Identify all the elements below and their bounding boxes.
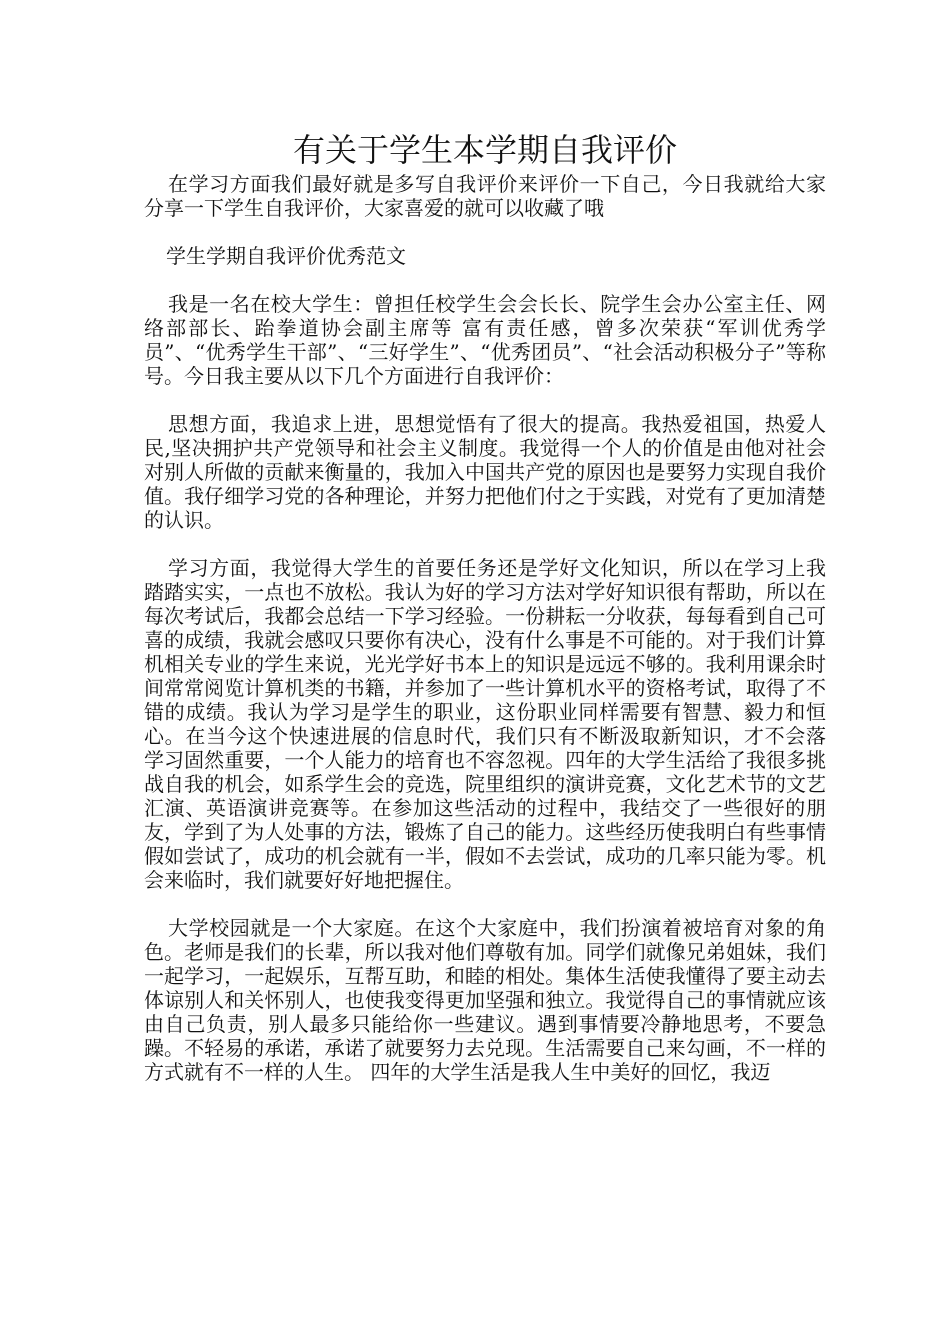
- paragraph-campus-life: 大学校园就是一个大家庭。在这个大家庭中，我们扮演着被培育对象的角色。老师是我们的长辈，所以我对他们尊敬有加。同学们就像兄弟姐妹，我们一起学习，一起娱乐，互帮互助，和睦的相处。集体生活使我懂得了要主动去体谅别人和关怀别人，也使我变得更加坚强和独立。我觉得自己的事情就应该由自己负责，别人最多只能给你一些建议。遇到事情要冷静地思考，不要急躁。不轻易的承诺，承诺了就要努力去兑现。生活需要自己来勾画，不一样的方式就有不一样的人生。 四年的大学生活是我人生中美好的回忆，我迈: [144, 916, 826, 1084]
- document-title: 有关于学生本学期自我评价: [292, 131, 677, 169]
- paragraph-ideology: 思想方面，我追求上进，思想觉悟有了很大的提高。我热爱祖国，热爱人民,坚决拥护共产党领导和社会主义制度。我觉得一个人的价值是由他对社会对别人所做的贡献来衡量的，我加入中国共产党的原因也是要努力实现自我价值。我仔细学习党的各种理论，并努力把他们付之于实践，对党有了更加清楚的认识。: [144, 412, 826, 532]
- paragraph-study: 学习方面，我觉得大学生的首要任务还是学好文化知识，所以在学习上我踏踏实实，一点也不放松。我认为好的学习方法对学好知识很有帮助，所以在每次考试后，我都会总结一下学习经验。一份耕耘一分收获，每每看到自己可喜的成绩，我就会感叹只要你有决心，没有什么事是不可能的。对于我们计算机相关专业的学生来说，光光学好书本上的知识是远远不够的。我利用课余时间常常阅览计算机类的书籍，并参加了一些计算机水平的资格考试，取得了不错的成绩。我认为学习是学生的职业，这份职业同样需要有智慧、毅力和恒心。在当今这个快速进展的信息时代，我们只有不断汲取新知识，才不会落 学习固然重要，一个人能力的培育也不容忽视。四年的大学生活给了我很多挑战自我的机会，如系学生会的竞选，院里组织的演讲竞赛，文化艺术节的文艺汇演、英语演讲竞赛等。在参加这些活动的过程中，我结交了一些很好的朋友，学到了为人处事的方法，锻炼了自己的能力。这些经历使我明白有些事情假如尝试了，成功的机会就有一半，假如不去尝试，成功的几率只能为零。机会来临时，我们就要好好地把握住。: [144, 556, 826, 892]
- paragraph-self-introduction: 我是一名在校大学生：曾担任校学生会会长长、院学生会办公室主任、网络部部长、跆拳道协会副主席等 富有责任感，曾多次荣获“军训优秀学员”、“优秀学生干部”、“三好学生”、“优秀团员”、“社会活动积极分子”等称号。今日我主要从以下几个方面进行自我评价：: [144, 292, 826, 388]
- section-heading: 学生学期自我评价优秀范文: [166, 244, 406, 268]
- intro-paragraph: 在学习方面我们最好就是多写自我评价来评价一下自己，今日我就给大家分享一下学生自我评价，大家喜爱的就可以收藏了哦: [144, 172, 826, 220]
- document-page: [144, 128, 826, 1084]
